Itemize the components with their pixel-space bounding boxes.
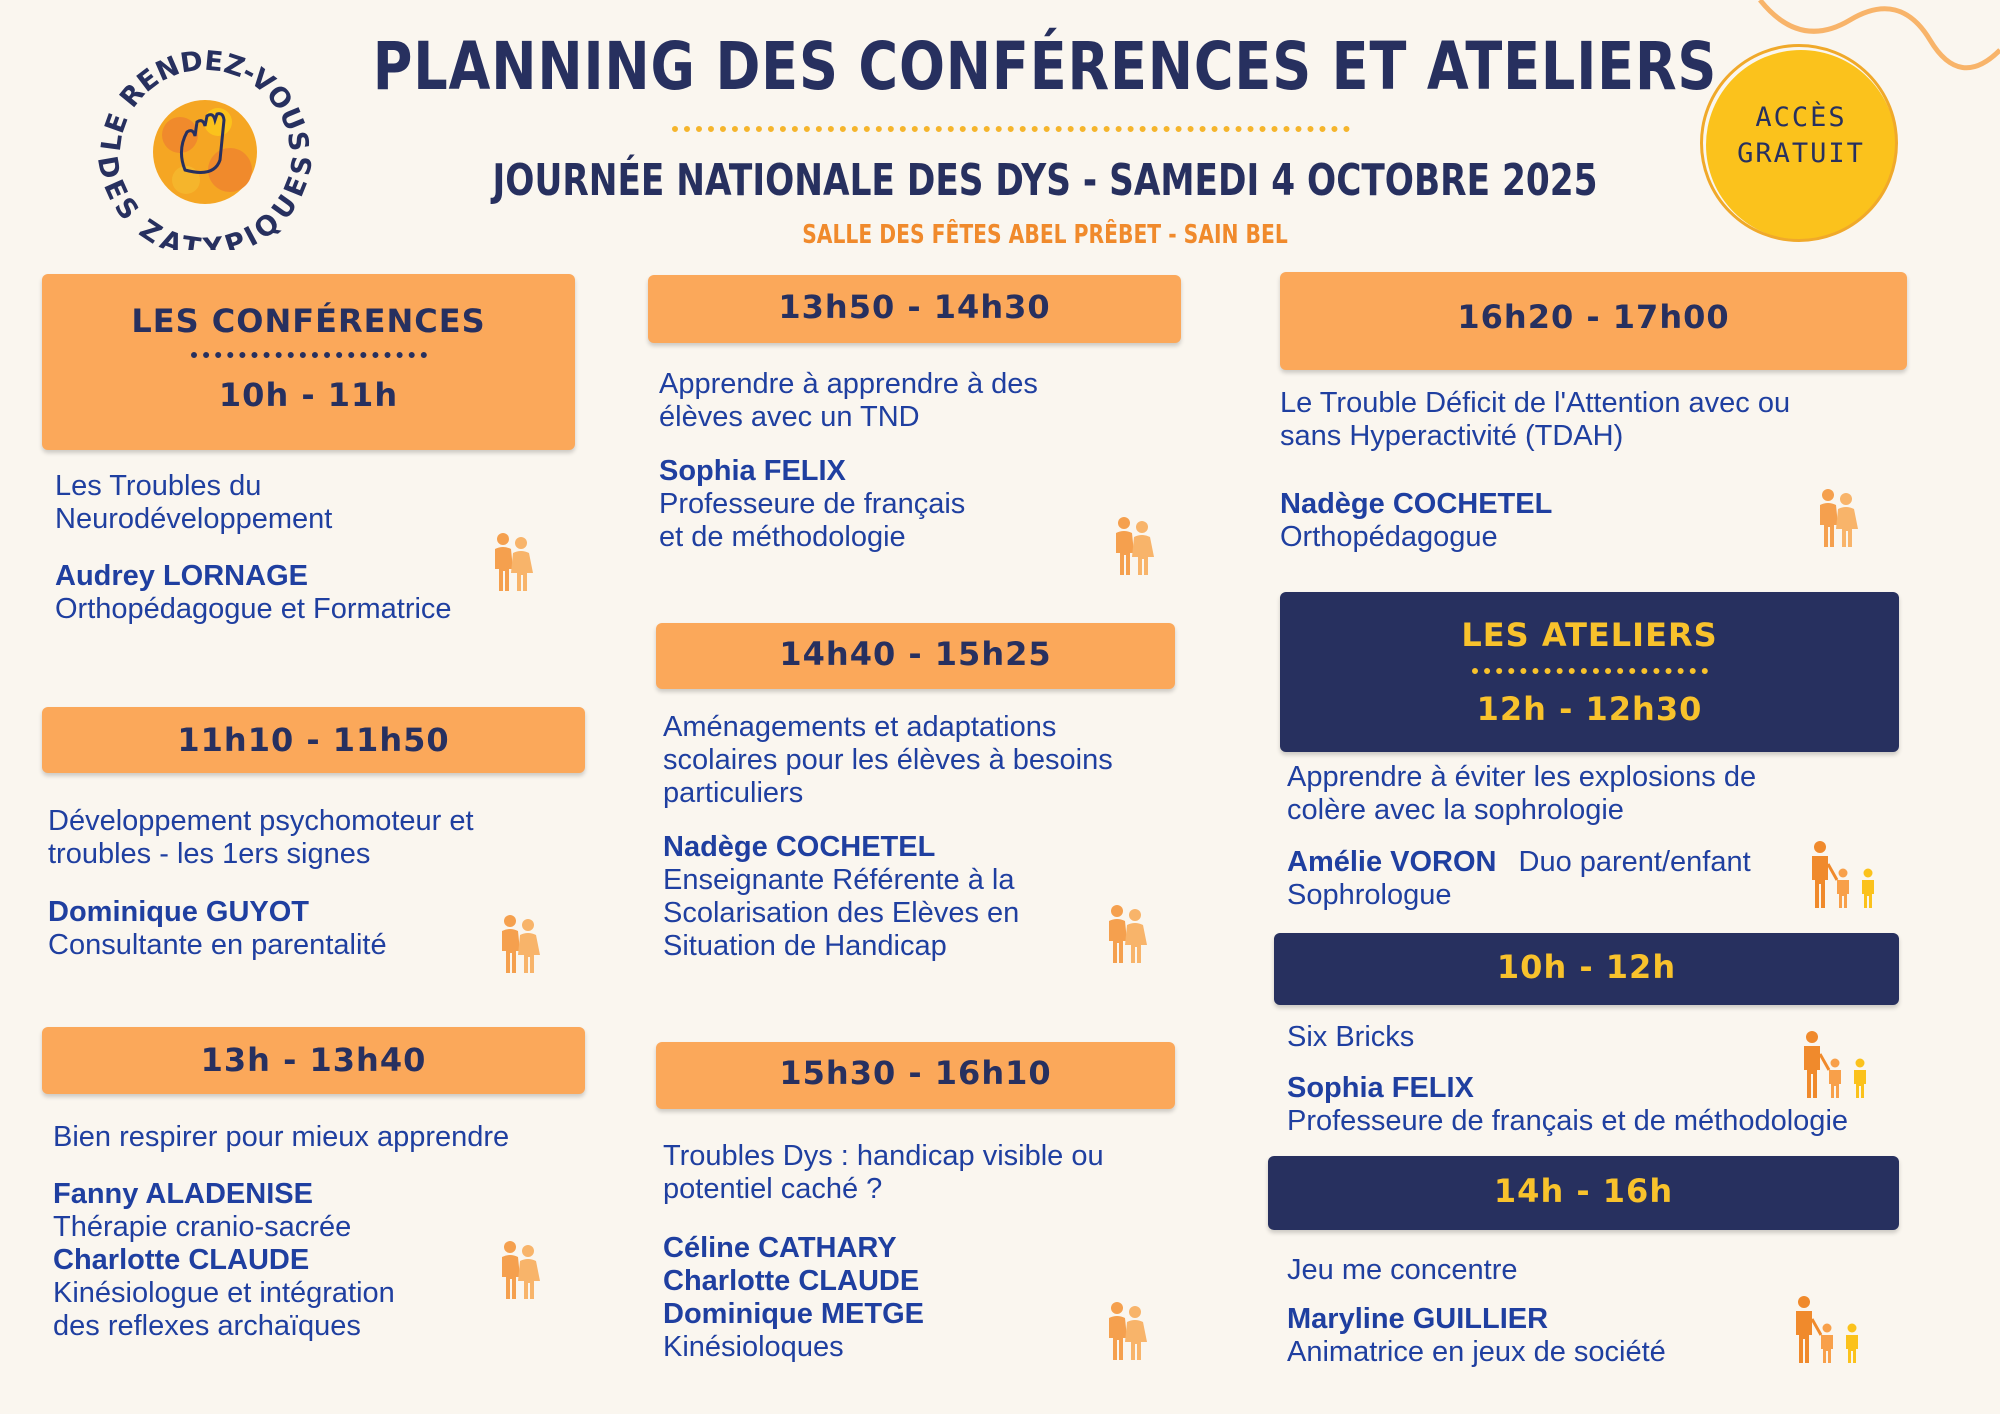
time-slot-bar bbox=[648, 275, 1181, 343]
title-line: colère avec la sophrologie bbox=[1287, 794, 1624, 826]
speaker-name: Amélie VORON bbox=[1287, 846, 1497, 878]
adults-icon bbox=[1104, 904, 1148, 964]
conference-title bbox=[1280, 387, 1790, 453]
speaker-name: Charlotte CLAUDE bbox=[53, 1244, 310, 1276]
venue: SALLE DES FÊTES ABEL PRÊBET - SAIN BEL bbox=[802, 220, 1288, 250]
speaker-block bbox=[1280, 488, 1552, 554]
speaker-role: Kinésioloques bbox=[663, 1331, 844, 1363]
speaker-role: Scolarisation des Elèves en bbox=[663, 897, 1020, 929]
ateliers-heading: LES ATELIERS bbox=[1461, 616, 1718, 654]
speaker-block bbox=[53, 1178, 395, 1343]
conference-title bbox=[659, 368, 1038, 434]
speaker-block bbox=[48, 896, 387, 962]
conference-title bbox=[48, 805, 474, 871]
speaker-name: Fanny ALADENISE bbox=[53, 1178, 313, 1210]
title-line: Aménagements et adaptations bbox=[663, 711, 1057, 743]
badge-line-2: GRATUIT bbox=[1737, 138, 1865, 169]
time-slot-bar bbox=[1274, 933, 1899, 1005]
speaker-block bbox=[1287, 1303, 1666, 1369]
time-slot: 15h30 - 16h10 bbox=[779, 1054, 1052, 1092]
speaker-role: des reflexes archaïques bbox=[53, 1310, 361, 1342]
conference-title bbox=[663, 1140, 1104, 1206]
speaker-name: Dominique METGE bbox=[663, 1298, 924, 1330]
adults-icon bbox=[490, 532, 534, 592]
title-line: particuliers bbox=[663, 777, 804, 809]
speaker-block bbox=[1287, 846, 1751, 912]
adults-icon bbox=[1104, 1301, 1148, 1361]
speaker-name: Charlotte CLAUDE bbox=[663, 1265, 920, 1297]
speaker-role: et de méthodologie bbox=[659, 521, 906, 553]
time-slot-bar bbox=[42, 1027, 585, 1094]
title-line: Apprendre à éviter les explosions de bbox=[1287, 761, 1757, 793]
speaker-block bbox=[663, 1232, 924, 1364]
speaker-role: Professeure de français et de méthodologie bbox=[1287, 1105, 1849, 1137]
speaker-role: Sophrologue bbox=[1287, 879, 1452, 911]
speaker-name: Nadège COCHETEL bbox=[1280, 488, 1553, 520]
speaker-role: Orthopédagogue bbox=[1280, 521, 1498, 553]
title-line: scolaires pour les élèves à besoins bbox=[663, 744, 1113, 776]
conferences-heading: LES CONFÉRENCES bbox=[131, 302, 486, 340]
ateliers-divider bbox=[1472, 668, 1708, 674]
speaker-name: Nadège COCHETEL bbox=[663, 831, 936, 863]
time-slot: 12h - 12h30 bbox=[1476, 690, 1703, 728]
title-line: Le Trouble Déficit de l'Attention avec ou bbox=[1280, 387, 1791, 419]
title-line: Troubles Dys : handicap visible ou bbox=[663, 1140, 1104, 1172]
atelier-title bbox=[1287, 761, 1756, 827]
conference-title bbox=[53, 1121, 509, 1154]
title-line: Six Bricks bbox=[1287, 1021, 1415, 1053]
time-slot-bar bbox=[656, 1042, 1175, 1109]
title-line: Jeu me concentre bbox=[1287, 1254, 1518, 1286]
family-icon bbox=[1806, 840, 1886, 910]
family-icon bbox=[1790, 1295, 1870, 1365]
page-subtitle: JOURNÉE NATIONALE DES DYS - SAMEDI 4 OCTOBRE 2025 bbox=[492, 155, 1598, 206]
time-slot: 13h - 13h40 bbox=[200, 1041, 427, 1079]
badge-line-1: ACCÈS bbox=[1755, 102, 1847, 133]
title-line: troubles - les 1ers signes bbox=[48, 838, 371, 870]
adults-icon bbox=[1111, 516, 1155, 576]
title-line: potentiel caché ? bbox=[663, 1173, 883, 1205]
time-slot: 13h50 - 14h30 bbox=[778, 288, 1051, 326]
title-line: Apprendre à apprendre à des bbox=[659, 368, 1038, 400]
speaker-role: Enseignante Référente à la bbox=[663, 864, 1015, 896]
speaker-name: Maryline GUILLIER bbox=[1287, 1303, 1549, 1335]
atelier-title bbox=[1287, 1254, 1518, 1287]
conference-title bbox=[663, 711, 1113, 810]
title-divider bbox=[672, 126, 1350, 132]
adults-icon bbox=[497, 1240, 541, 1300]
speaker-block bbox=[55, 560, 452, 626]
title-line: Développement psychomoteur et bbox=[48, 805, 474, 837]
time-slot-bar bbox=[42, 707, 585, 773]
logo-bottom-text: DES ZATYPIQUES bbox=[90, 153, 320, 250]
atelier-title bbox=[1287, 1021, 1414, 1054]
time-slot: 10h - 12h bbox=[1496, 948, 1677, 986]
speaker-role: Kinésiologue et intégration bbox=[53, 1277, 395, 1309]
time-slot: 14h - 16h bbox=[1493, 1172, 1674, 1210]
speaker-name: Dominique GUYOT bbox=[48, 896, 309, 928]
speaker-role: Thérapie cranio-sacrée bbox=[53, 1211, 352, 1243]
speaker-role: Professeure de français bbox=[659, 488, 966, 520]
conferences-header-block bbox=[42, 274, 575, 450]
time-slot-bar bbox=[1268, 1156, 1899, 1230]
logo-top-text: LE RENDEZ-VOUS bbox=[95, 45, 315, 154]
time-slot: 16h20 - 17h00 bbox=[1457, 298, 1730, 336]
speaker-role: Consultante en parentalité bbox=[48, 929, 387, 961]
conference-title bbox=[55, 470, 332, 536]
conferences-divider bbox=[191, 352, 427, 358]
speaker-name: Sophia FELIX bbox=[1287, 1072, 1474, 1104]
speaker-role: Situation de Handicap bbox=[663, 930, 947, 962]
family-icon bbox=[1798, 1030, 1878, 1100]
title-line: sans Hyperactivité (TDAH) bbox=[1280, 420, 1624, 452]
adults-icon bbox=[497, 914, 541, 974]
speaker-block bbox=[659, 455, 965, 554]
speaker-name: Audrey LORNAGE bbox=[55, 560, 308, 592]
title-line: Bien respirer pour mieux apprendre bbox=[53, 1121, 510, 1153]
page-title: PLANNING DES CONFÉRENCES ET ATELIERS bbox=[372, 28, 1718, 105]
title-line: Neurodéveloppement bbox=[55, 503, 333, 535]
time-slot: 10h - 11h bbox=[218, 376, 399, 414]
time-slot-bar bbox=[656, 623, 1175, 689]
badge-text bbox=[1706, 100, 1896, 172]
speaker-role: Animatrice en jeux de société bbox=[1287, 1336, 1666, 1368]
time-slot: 11h10 - 11h50 bbox=[177, 721, 450, 759]
speaker-name: Céline CATHARY bbox=[663, 1232, 897, 1264]
duo-label: Duo parent/enfant bbox=[1518, 846, 1751, 878]
speaker-role: Orthopédagogue et Formatrice bbox=[55, 593, 452, 625]
speaker-block bbox=[1287, 1072, 1848, 1138]
adults-icon bbox=[1815, 488, 1859, 548]
title-line: Les Troubles du bbox=[55, 470, 262, 502]
ateliers-header-block bbox=[1280, 592, 1899, 752]
speaker-name: Sophia FELIX bbox=[659, 455, 846, 487]
time-slot-bar bbox=[1280, 272, 1907, 370]
speaker-block bbox=[663, 831, 1019, 963]
time-slot: 14h40 - 15h25 bbox=[779, 635, 1052, 673]
title-line: élèves avec un TND bbox=[659, 401, 920, 433]
